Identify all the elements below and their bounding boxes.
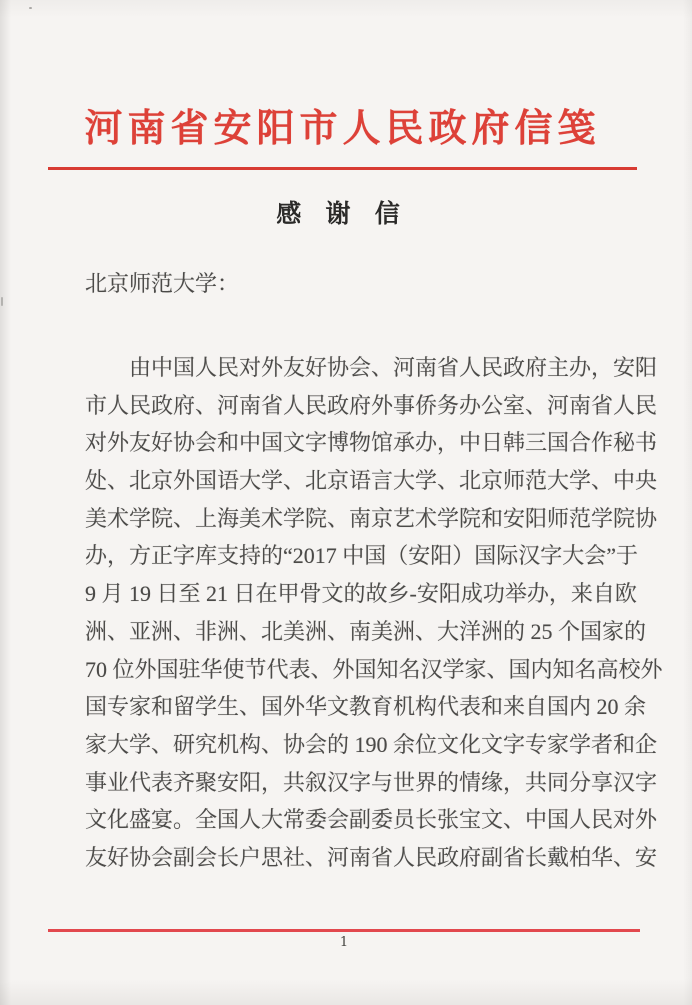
body-line: 对外友好协会和中国文字博物馆承办，中日韩三国合作秘书 — [85, 430, 658, 456]
scan-speck — [1, 297, 3, 306]
body-line: 美术学院、上海美术学院、南京艺术学院和安阳师范学院协 — [85, 505, 658, 531]
body-line: 由中国人民对外友好协会、河南省人民政府主办，安阳 — [129, 355, 658, 380]
letterhead-title: 河南省安阳市人民政府信笺 — [84, 108, 601, 150]
body-line: 70 位外国驻华使节代表、外国知名汉学家、国内知名高校外 — [85, 656, 663, 682]
body-line: 处、北京外国语大学、北京语言大学、北京师范大学、中央 — [85, 468, 658, 494]
body-line: 家大学、研究机构、协会的 190 余位文化文字专家学者和企 — [85, 731, 658, 757]
body-line: 事业代表齐聚安阳，共叙汉字与世界的情缘，共同分享汉字 — [85, 769, 658, 795]
footer-rule — [48, 929, 640, 932]
letter-title: 感 谢 信 — [276, 201, 409, 228]
body-line: 友好协会副会长户思社、河南省人民政府副省长戴柏华、安 — [85, 844, 658, 870]
scan-speck — [29, 7, 32, 9]
salutation: 北京师范大学： — [85, 271, 240, 296]
page-number: 1 — [339, 935, 349, 950]
body-line: 9 月 19 日至 21 日在甲骨文的故乡-安阳成功举办，来自欧 — [85, 581, 637, 607]
body-line: 办，方正字库支持的“2017 中国（安阳）国际汉字大会”于 — [85, 543, 639, 569]
body-paragraph — [85, 349, 663, 877]
letterhead-rule — [48, 167, 637, 170]
body-line: 文化盛宴。全国人大常委会副委员长张宝文、中国人民对外 — [85, 807, 658, 833]
body-line: 市人民政府、河南省人民政府外事侨务办公室、河南省人民 — [85, 392, 658, 418]
body-line: 洲、亚洲、非洲、北美洲、南美洲、大洋洲的 25 个国家的 — [85, 618, 647, 644]
body-line: 国专家和留学生、国外华文教育机构代表和来自国内 20 余 — [85, 694, 647, 720]
